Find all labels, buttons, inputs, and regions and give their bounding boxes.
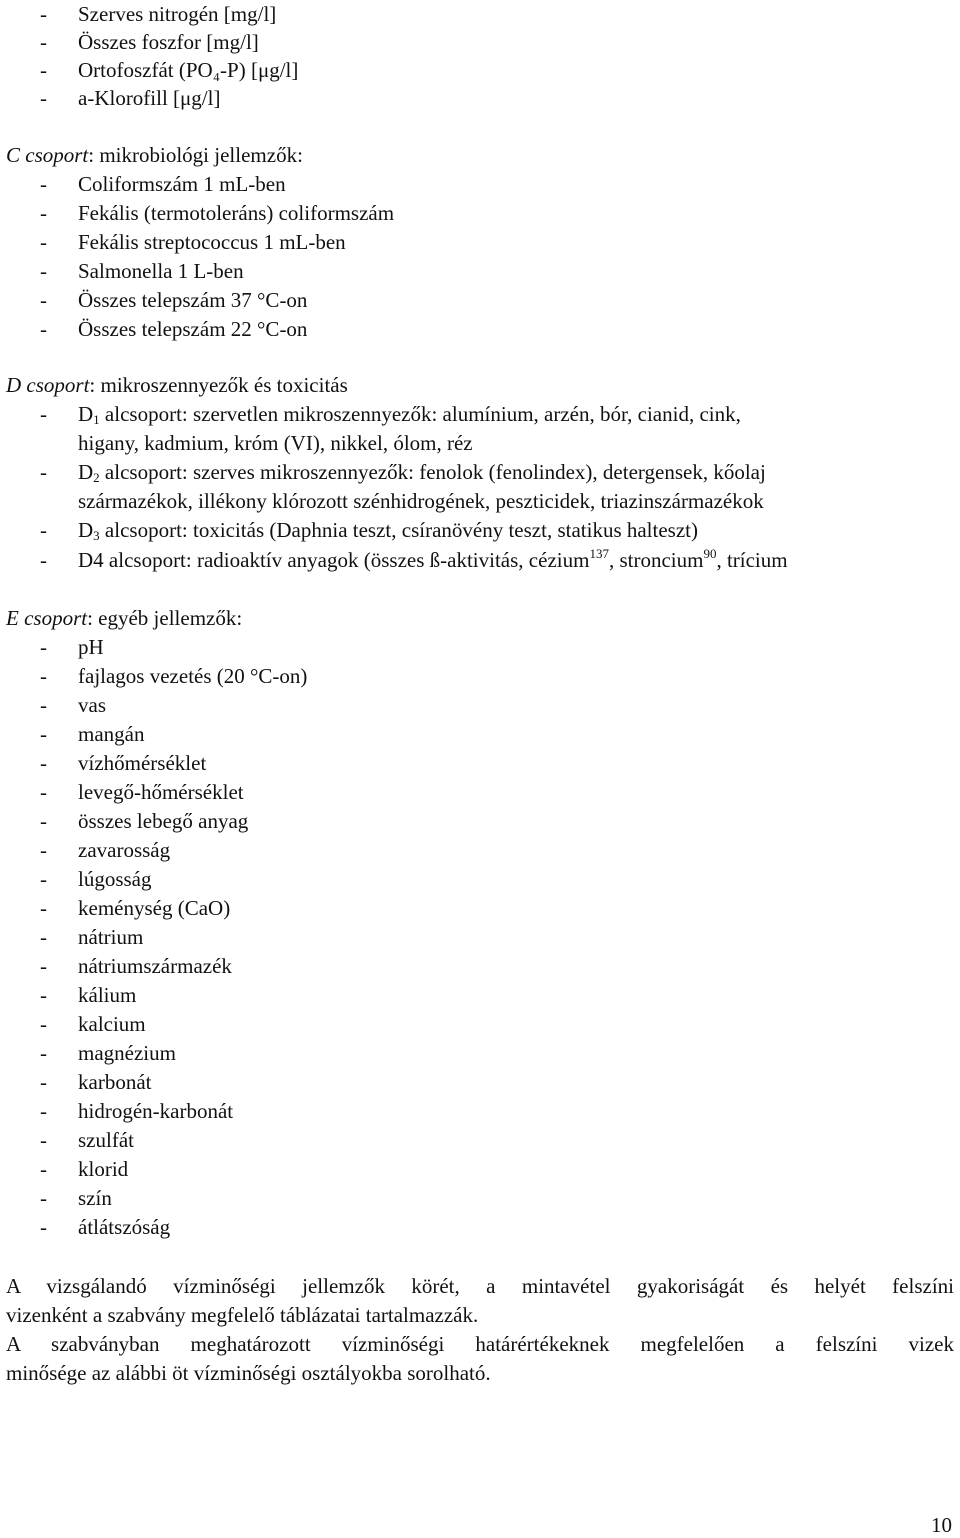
list-item-text: Összes foszfor [mg/l] — [78, 30, 259, 54]
list-item-text: $D_3$ alcsoport: toxicitás (Daphnia teszt, csíranövény teszt, statikus halteszt) — [78, 518, 698, 543]
list-item-text: szín — [78, 1186, 112, 1210]
group-label: E csoport — [6, 606, 88, 630]
bullet-dash: - — [40, 722, 47, 746]
bullet-dash: - — [40, 1099, 47, 1123]
bullet-dash: - — [40, 1012, 47, 1036]
bullet-dash: - — [40, 838, 47, 862]
bullet-dash: - — [40, 548, 47, 572]
list-item-text: kálium — [78, 983, 137, 1007]
group-heading-e — [6, 604, 242, 633]
group-description: : mikroszennyezők és toxicitás — [89, 373, 348, 397]
bullet-dash: - — [40, 172, 47, 196]
bullet-dash: - — [40, 1041, 47, 1065]
list-item-text: D4 alcsoport: radioaktív anyagok (összes ß-aktivitás, cézium$^{137}$, stroncium$^{90}$, trícium — [78, 546, 788, 572]
bullet-dash: - — [40, 896, 47, 920]
bullet-dash: - — [40, 402, 47, 426]
list-item-text: zavarosság — [78, 838, 171, 862]
group-label: C csoport — [6, 143, 89, 167]
list-item-text: Összes telepszám 22 °C-on — [78, 317, 308, 341]
list-item-text: szulfát — [78, 1128, 134, 1152]
list-item-text: lúgosság — [78, 867, 152, 891]
bullet-dash: - — [40, 1070, 47, 1094]
bullet-dash: - — [40, 86, 47, 110]
bullet-dash: - — [40, 230, 47, 254]
list-item-text: levegő-hőmérséklet — [78, 780, 244, 804]
bullet-dash: - — [40, 1157, 47, 1181]
bullet-dash: - — [40, 201, 47, 225]
list-item-text: hidrogén-karbonát — [78, 1099, 234, 1123]
bullet-dash: - — [40, 1186, 47, 1210]
bullet-dash: - — [40, 751, 47, 775]
list-item-text: Fekális (termotoleráns) coliformszám — [78, 201, 395, 225]
bullet-dash: - — [40, 635, 47, 659]
list-item-text: Ortofoszfát (PO₄-P) [μg/l] — [78, 58, 299, 82]
list-item-text: összes lebegő anyag — [78, 809, 249, 833]
group-description: : egyéb jellemzők: — [87, 606, 243, 630]
list-item-text: átlátszóság — [78, 1215, 171, 1239]
list-item-text: mangán — [78, 722, 145, 746]
bullet-dash: - — [40, 518, 47, 542]
bullet-dash: - — [40, 664, 47, 688]
bullet-dash: - — [40, 1215, 47, 1239]
list-item-continuation: higany, kadmium, króm (VI), nikkel, ólom, réz — [78, 431, 473, 455]
list-item-text: nátrium — [78, 925, 144, 949]
paragraph-1-line-2: vizenként a szabvány megfelelő táblázatai tartalmazzák. — [6, 1303, 479, 1327]
list-item-text: $D_1$ alcsoport: szervetlen mikroszennyezők: alumínium, arzén, bór, cianid, cink, — [78, 402, 741, 427]
group-heading-c — [6, 141, 303, 170]
bullet-dash: - — [40, 460, 47, 484]
group-label: D csoport — [6, 373, 90, 397]
bullet-dash: - — [40, 983, 47, 1007]
list-item-text: $D_2$ alcsoport: szerves mikroszennyezők: fenolok (fenolindex), detergensek, kőolaj — [78, 460, 766, 485]
list-item-text: pH — [78, 635, 104, 659]
bullet-dash: - — [40, 30, 47, 54]
paragraph-2-line-2: minősége az alábbi öt vízminőségi osztályokba sorolható. — [6, 1361, 491, 1385]
list-item-continuation: származékok, illékony klórozott szénhidrogének, peszticidek, triazinszármazékok — [78, 489, 764, 513]
bullet-dash: - — [40, 780, 47, 804]
bullet-dash: - — [40, 259, 47, 283]
list-item-text: Fekális streptococcus 1 mL-ben — [78, 230, 346, 254]
list-item-text: Salmonella 1 L-ben — [78, 259, 244, 283]
list-item-text: Coliformszám 1 mL-ben — [78, 172, 286, 196]
bullet-dash: - — [40, 954, 47, 978]
list-item-text: keménység (CaO) — [78, 896, 231, 920]
bullet-dash: - — [40, 693, 47, 717]
bullet-dash: - — [40, 317, 47, 341]
bullet-dash: - — [40, 809, 47, 833]
group-heading-d — [6, 371, 348, 400]
bullet-dash: - — [40, 58, 47, 82]
bullet-dash: - — [40, 288, 47, 312]
page-number: 10 — [931, 1513, 952, 1537]
list-item-text: magnézium — [78, 1041, 176, 1065]
bullet-dash: - — [40, 925, 47, 949]
bullet-dash: - — [40, 2, 47, 26]
list-item-text: a-Klorofill [μg/l] — [78, 86, 221, 110]
list-item-text: Szerves nitrogén [mg/l] — [78, 2, 277, 26]
list-item-text: Összes telepszám 37 °C-on — [78, 288, 308, 312]
paragraph-2-line-1: A szabványban meghatározott vízminőségi határértékeknek megfelelően a felszíni vizek — [6, 1332, 954, 1356]
list-item-text: nátriumszármazék — [78, 954, 232, 978]
list-item-text: klorid — [78, 1157, 129, 1181]
list-item-text: karbonát — [78, 1070, 152, 1094]
bullet-dash: - — [40, 1128, 47, 1152]
bullet-dash: - — [40, 867, 47, 891]
list-item-text: fajlagos vezetés (20 °C-on) — [78, 664, 308, 688]
list-item-text: vízhőmérséklet — [78, 751, 207, 775]
list-item-text: vas — [78, 693, 106, 717]
list-item-text: kalcium — [78, 1012, 146, 1036]
paragraph-1-line-1: A vizsgálandó vízminőségi jellemzők körét, a mintavétel gyakoriságát és helyét felszíni — [6, 1274, 954, 1298]
group-description: : mikrobiológi jellemzők: — [88, 143, 303, 167]
